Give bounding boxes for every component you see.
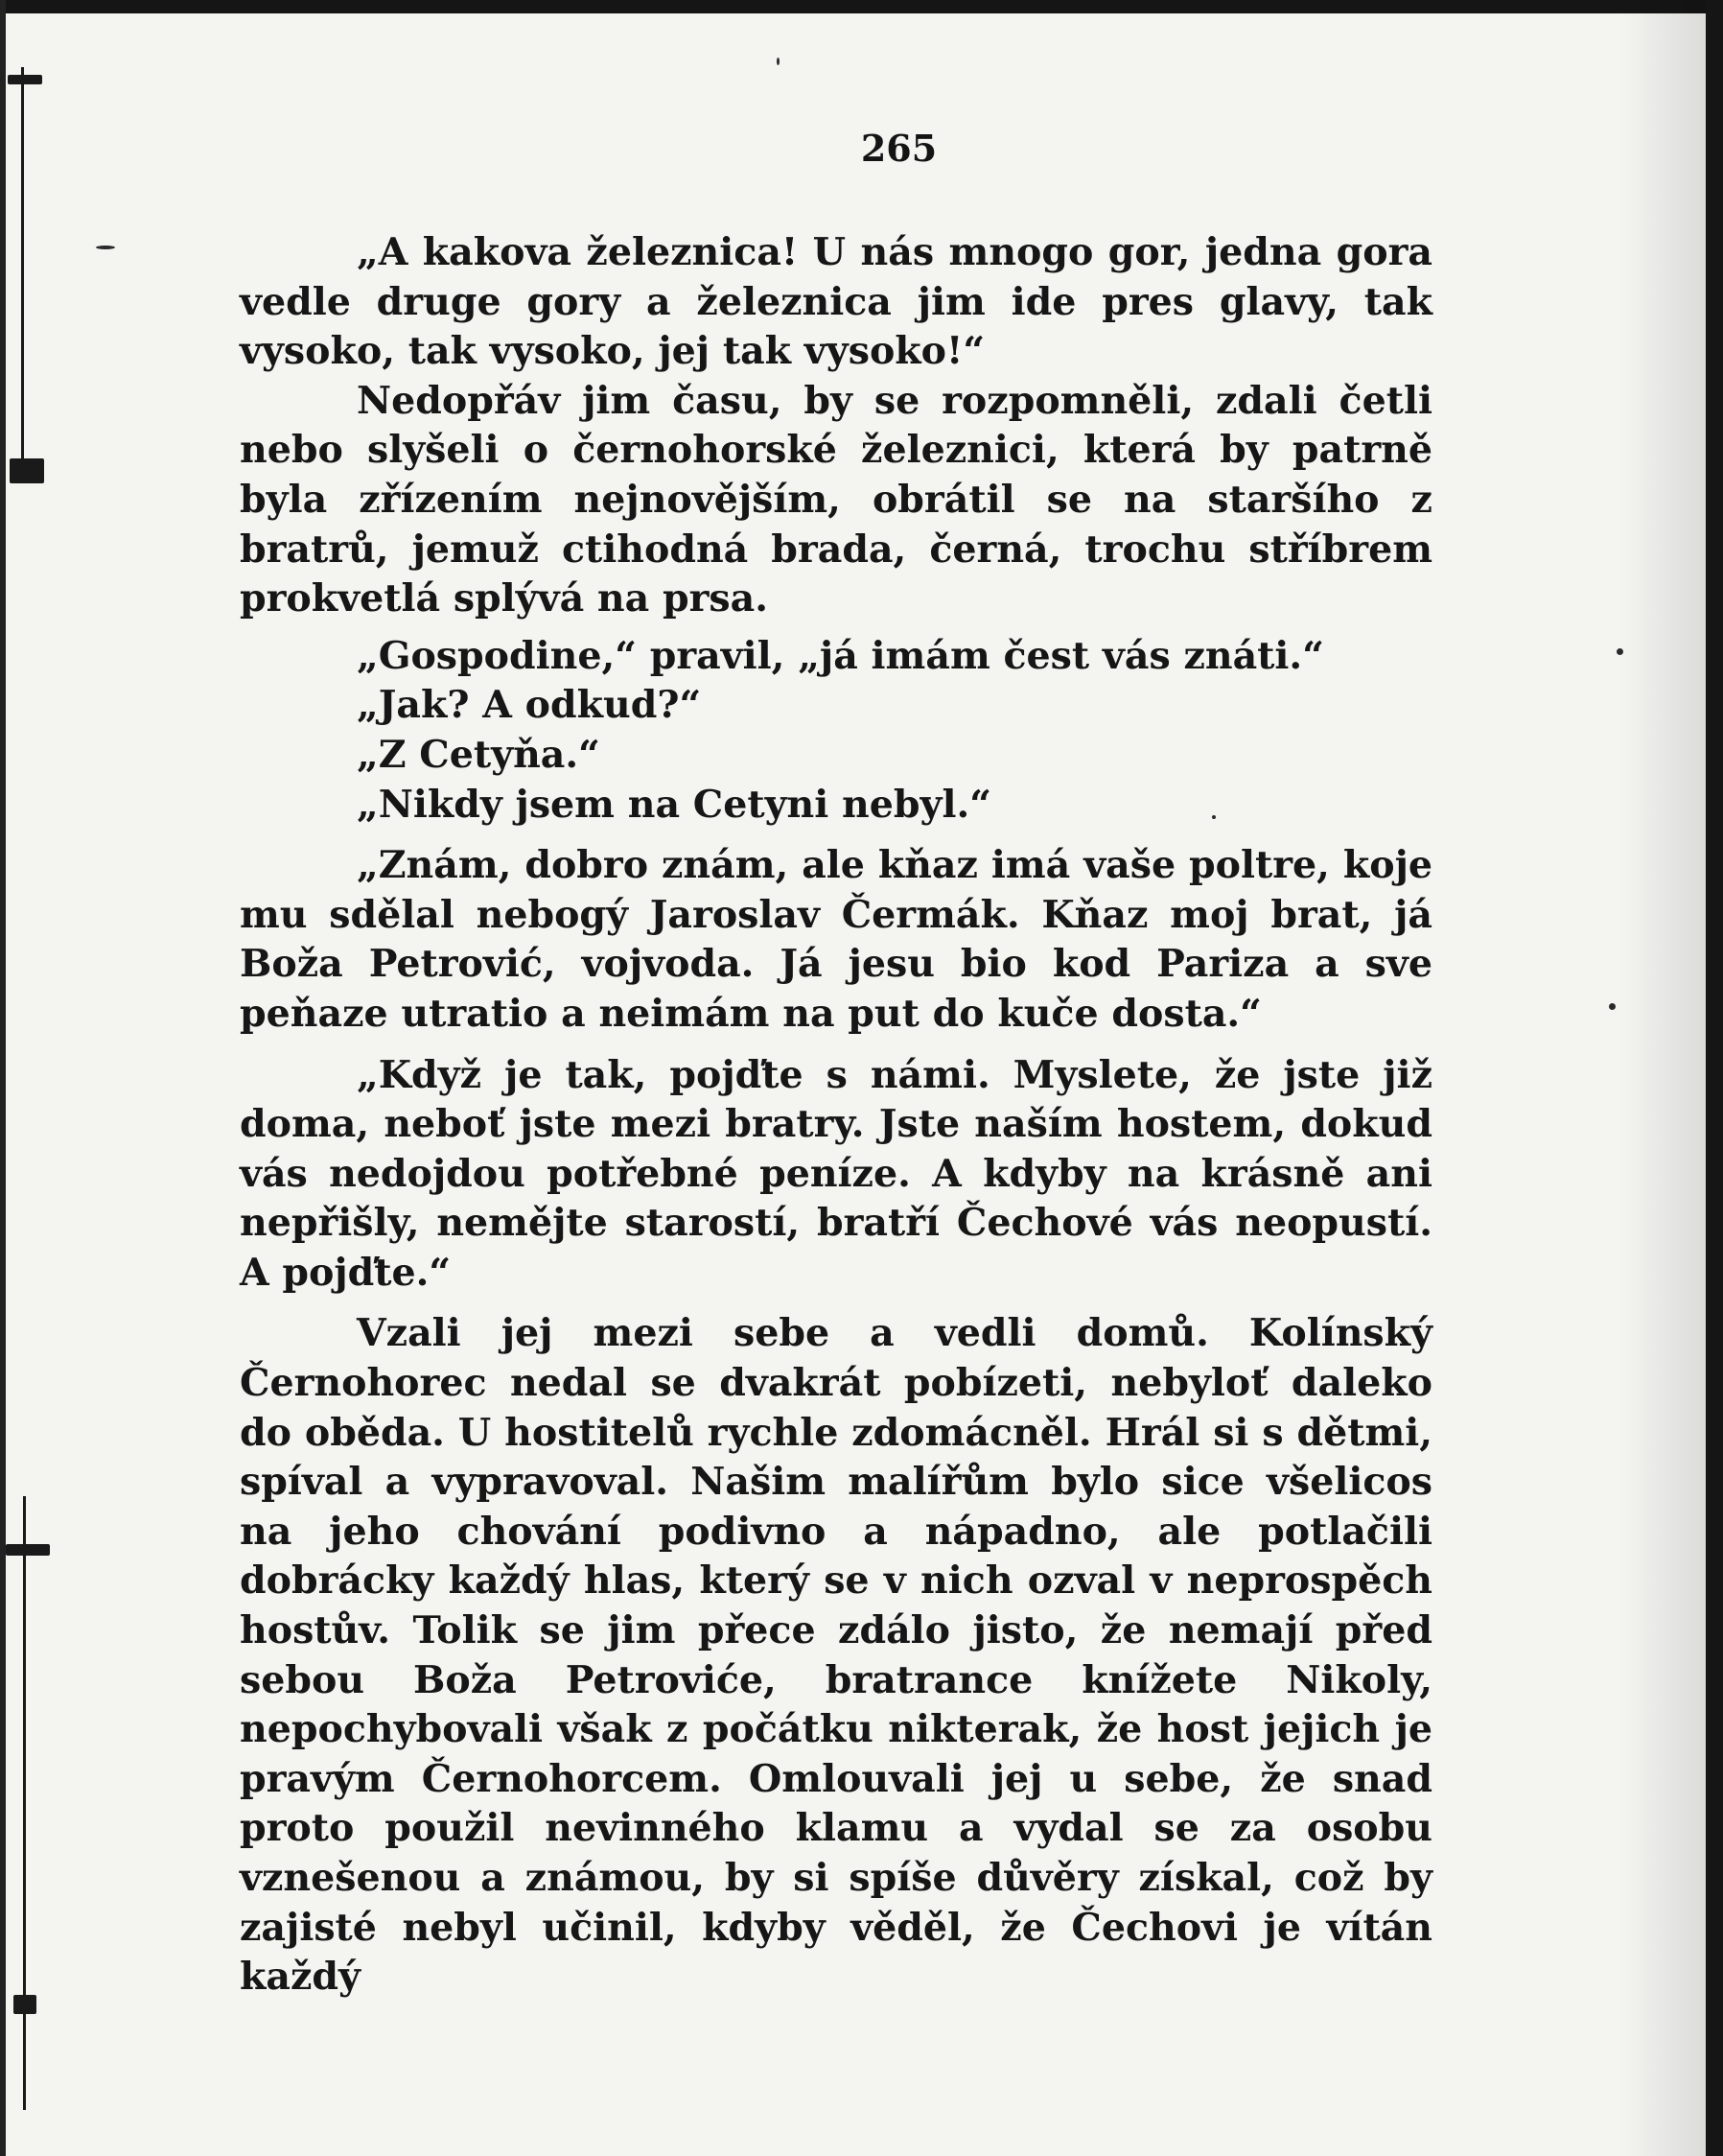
paragraph: „Gospodine,“ pravil, „já imám čest vás znáti.“ bbox=[357, 633, 1324, 678]
scan-speck bbox=[96, 246, 115, 249]
scan-shadow-right bbox=[1619, 0, 1706, 2156]
body-text bbox=[240, 228, 1432, 2003]
binding-mark bbox=[6, 1544, 50, 1556]
binding-line-lower bbox=[23, 1496, 26, 2110]
paragraph: Nedopřáv jim času, by se rozpomněli, zdali četli nebo slyšeli o černohorské železnici, která by patrně byla zřízením nejnovějším, obrátil se na staršího z bratrů, jemuž ctihodná brada, černá, trochu stříbrem prokvetlá splývá na prsa. bbox=[240, 378, 1432, 621]
page-number: 265 bbox=[860, 127, 938, 170]
paragraph: „Z Cetyňa.“ bbox=[357, 732, 600, 777]
scan-speck bbox=[1617, 648, 1623, 655]
paragraph: „Jak? A odkud?“ bbox=[357, 683, 702, 728]
binding-mark bbox=[13, 1995, 36, 2014]
scan-edge-top bbox=[0, 0, 1723, 13]
paragraph: „Když je tak, pojďte s námi. Myslete, že jste již doma, neboť jste mezi bratry. Jste naším hostem, dokud vás nedojdou potřebné peníze. A kdyby na krásně ani nepřišly, nemějte starostí, bratří Čechové vás neopustí. A pojďte.“ bbox=[240, 1052, 1432, 1295]
scan-speck bbox=[777, 58, 780, 65]
scan-edge-right bbox=[1706, 0, 1723, 2156]
scan-speck bbox=[1609, 1003, 1616, 1010]
paragraph: „Znám, dobro znám, ale kňaz imá vaše poltre, koje mu sdělal nebogý Jaroslav Čermák. Kňaz moj brat, já Boža Petrović, vojvoda. Já jesu bio kod Pariza a sve peňaze utratio a neimám na put do kuče dosta.“ bbox=[240, 843, 1432, 1036]
paragraph: „Nikdy jsem na Cetyni nebyl.“ bbox=[357, 782, 991, 827]
paragraph: Vzali jej mezi sebe a vedli domů. Kolínský Černohorec nedal se dvakrát pobízeti, nebyloť daleko do oběda. U hostitelů rychle zdomácněl. Hrál si s dětmi, spíval a vypravoval. Našim malířům bylo sice všelicos na jeho chování podivno a nápadno, ale potlačili dobrácky každý hlas, který se v nich ozval v neprospěch hostův. Tolik se jim přece zdálo jisto, že nemají před sebou Boža Petroviće, bratrance knížete Nikoly, nepochybovali však z počátku nikterak, že host jejich je pravým Černohorcem. Omlouvali jej u sebe, že snad proto použil nevinného klamu a vydal se za osobu vznešenou a známou, by si spíše důvěry získal, což by zajisté nebyl učinil, kdyby věděl, že Čechovi je vítán každý bbox=[240, 1311, 1432, 2000]
binding-mark bbox=[10, 458, 44, 483]
binding-mark bbox=[8, 75, 42, 84]
scan-edge-left bbox=[0, 0, 6, 2156]
paragraph: „A kakova železnica! U nás mnogo gor, jedna gora vedle druge gory a železnica jim ide pres glavy, tak vysoko, tak vysoko, jej tak vysoko!“ bbox=[240, 230, 1432, 374]
